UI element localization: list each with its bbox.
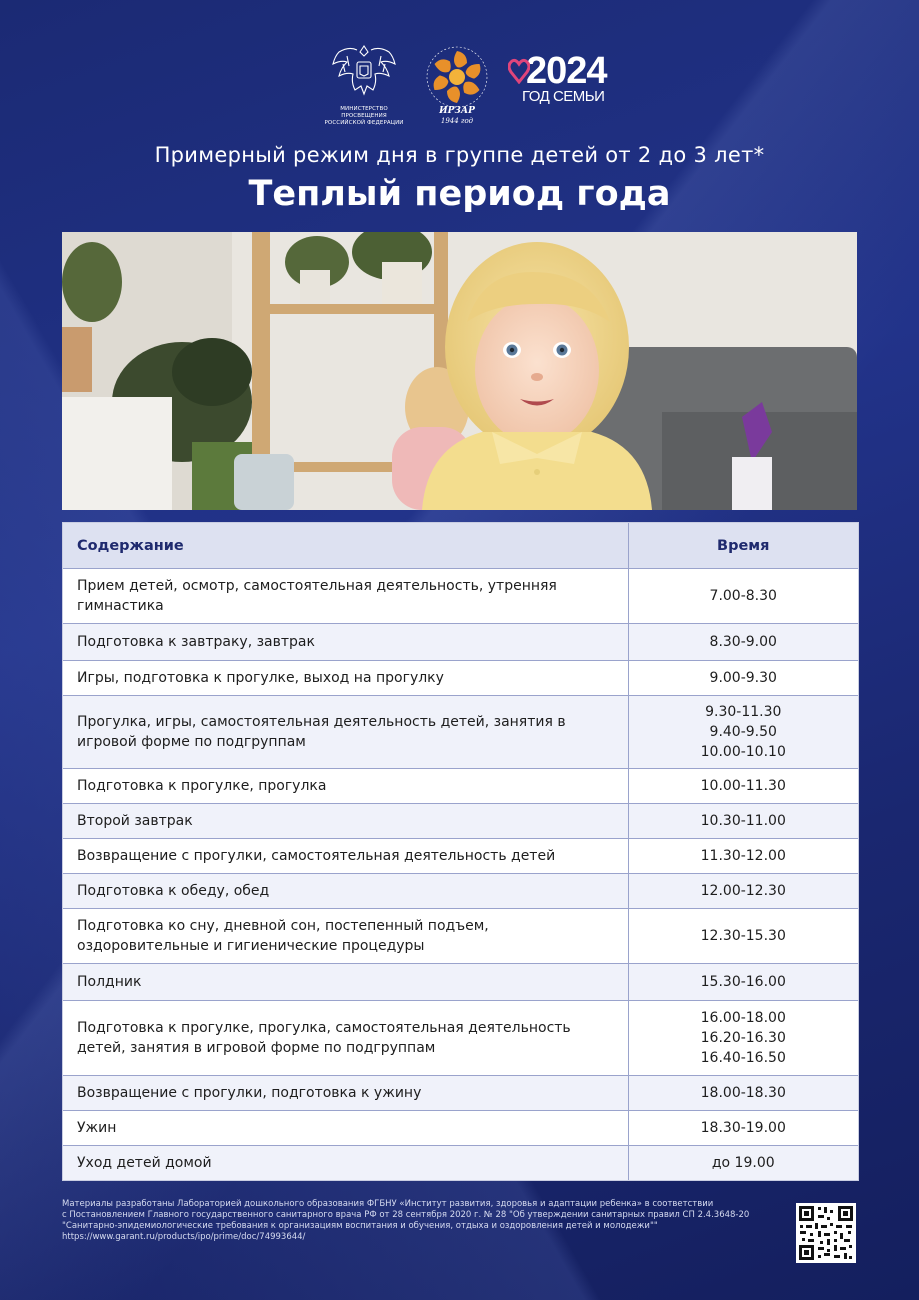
time-cell: 18.00-18.30 [628,1076,858,1111]
page-title: Теплый период года [248,174,671,214]
institute-abbr: ИРЗАР [439,106,475,116]
time-line: 9.30-11.30 [705,704,782,720]
activity-cell: Подготовка к обеду, обед [63,874,628,909]
footer-link[interactable]: https://www.garant.ru/products/ipo/prime/doc/74993644/ [62,1232,306,1242]
child-photo-illustration [62,232,857,510]
ministry-logo [318,42,410,127]
time-cell: 8.30-9.00 [628,624,858,661]
time-cell: до 19.00 [628,1146,858,1181]
table-row [63,1076,858,1111]
logo-bar [0,42,919,132]
table-row [63,1111,858,1146]
activity-cell: Игры, подготовка к прогулке, выход на прогулку [63,661,628,696]
activity-cell: Возвращение с прогулки, самостоятельная деятельность детей [63,839,628,874]
time-cell: 12.30-15.30 [628,909,858,964]
footer-note [62,1199,762,1243]
time-cell [628,1001,858,1076]
activity-cell: Подготовка к прогулке, прогулка, самостоятельная деятельность детей, занятия в игровой форме по подгруппам [63,1001,628,1076]
time-cell: 9.00-9.30 [628,661,858,696]
heart-icon [508,58,530,84]
table-header-row [63,523,858,569]
table-row [63,769,858,804]
page-subtitle: Примерный режим дня в группе детей от 2 до 3 лет* [154,143,765,167]
footer-line: "Санитарно-эпидемиологические требования к организациям воспитания и обучения, отдыха и оздоровления детей и молодежи"" [62,1221,658,1231]
column-header-time: Время [628,523,858,569]
family-year: 2024 [526,50,607,92]
ministry-name-line2: РОССИЙСКОЙ ФЕДЕРАЦИИ [324,119,404,126]
schedule-table [62,522,859,1181]
institute-year: 1944 год [440,117,474,125]
activity-cell: Подготовка ко сну, дневной сон, постепенный подъем, оздоровительные и гигиенические процедуры [63,909,628,964]
table-row [63,839,858,874]
table-row [63,909,858,964]
table-row [63,1001,858,1076]
column-header-content: Содержание [63,523,628,569]
time-line: 10.00-10.10 [700,744,786,760]
year-of-family-logo [508,52,608,105]
qr-code-graphic [796,1203,856,1263]
time-cell: 10.30-11.00 [628,804,858,839]
table-row [63,569,858,624]
table-row [63,661,858,696]
eagle-emblem-icon [327,42,401,102]
family-year-text: ГОД СЕМЬИ [522,88,605,105]
qr-code-icon[interactable] [796,1203,856,1263]
ministry-name-line1: МИНИСТЕРСТВО ПРОСВЕЩЕНИЯ [340,106,388,119]
table-row [63,624,858,661]
activity-cell: Подготовка к прогулке, прогулка [63,769,628,804]
time-cell: 12.00-12.30 [628,874,858,909]
table-row [63,874,858,909]
footer-line: Материалы разработаны Лабораторией дошкольного образования ФГБНУ «Институт развития, здоровья и адаптации ребенка» в соответствии [62,1199,714,1209]
time-line: 16.40-16.50 [700,1050,786,1066]
table-row [63,964,858,1001]
time-cell: 18.30-19.00 [628,1111,858,1146]
child-photo [62,232,857,510]
activity-cell: Подготовка к завтраку, завтрак [63,624,628,661]
activity-cell: Прием детей, осмотр, самостоятельная деятельность, утренняя гимнастика [63,569,628,624]
table-row [63,804,858,839]
time-line: 16.00-18.00 [700,1010,786,1026]
time-cell: 11.30-12.00 [628,839,858,874]
institute-flower-icon [418,44,496,110]
time-line: 16.20-16.30 [700,1030,786,1046]
footer-line: с Постановлением Главного государственного санитарного врача РФ от 28 сентября 2020 г. № 28 "Об утверждении санитарных правил СП 2.4.3648-20 [62,1210,750,1220]
activity-cell: Ужин [63,1111,628,1146]
activity-cell: Возвращение с прогулки, подготовка к ужину [63,1076,628,1111]
table-row [63,696,858,769]
institute-logo [418,44,496,126]
activity-cell: Уход детей домой [63,1146,628,1181]
table-row [63,1146,858,1181]
time-line: 9.40-9.50 [709,724,777,740]
activity-cell: Второй завтрак [63,804,628,839]
activity-cell: Прогулка, игры, самостоятельная деятельность детей, занятия в игровой форме по подгруппам [63,696,628,769]
time-cell: 7.00-8.30 [628,569,858,624]
time-cell: 15.30-16.00 [628,964,858,1001]
time-cell: 10.00-11.30 [628,769,858,804]
time-cell [628,696,858,769]
activity-cell: Полдник [63,964,628,1001]
